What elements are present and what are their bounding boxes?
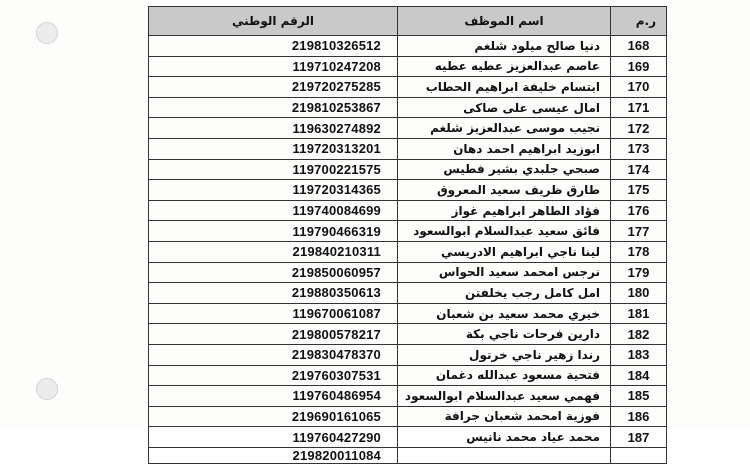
employee-name-cell: ابوزيد ابراهيم احمد دهان (398, 138, 611, 159)
table-row (149, 344, 667, 365)
table-row (149, 97, 667, 118)
table-row (149, 36, 667, 57)
employee-name-cell: امال عيسى على صاكى (398, 97, 611, 118)
national-id-cell: 219880350613 (149, 283, 398, 304)
row-number-cell: 185 (611, 386, 667, 407)
row-number-cell: 175 (611, 180, 667, 201)
employee-name-cell: امل كامل رجب يخلفتن (398, 283, 611, 304)
employee-name-cell: صبحي جلبدي بشير فطيس (398, 159, 611, 180)
employee-name-cell: لينا ناجي ابراهيم الادريسي (398, 241, 611, 262)
row-number-cell: 171 (611, 97, 667, 118)
national-id-cell: 119720313201 (149, 138, 398, 159)
employee-name-cell: نرجس امحمد سعيد الحواس (398, 262, 611, 283)
national-id-cell: 219810326512 (149, 36, 398, 57)
table-row (149, 118, 667, 139)
table-row (149, 200, 667, 221)
employee-name-cell: محمد عياد محمد نانيس (398, 427, 611, 448)
row-number-cell: 180 (611, 283, 667, 304)
employee-name-cell (398, 447, 611, 463)
row-number-cell: 168 (611, 36, 667, 57)
table-row (149, 262, 667, 283)
row-number-cell: 173 (611, 138, 667, 159)
employee-name-cell: دارين فرحات ناجي بكة (398, 324, 611, 345)
row-number-cell (611, 447, 667, 463)
employee-name-cell: عاصم عبدالعزيز عطيه عطيه (398, 56, 611, 77)
table-row (149, 180, 667, 201)
column-header-employee-name: اسم الموظف (398, 7, 611, 36)
national-id-cell: 219690161065 (149, 406, 398, 427)
national-id-cell: 119630274892 (149, 118, 398, 139)
row-number-cell: 172 (611, 118, 667, 139)
table-row (149, 159, 667, 180)
row-number-cell: 174 (611, 159, 667, 180)
column-header-national-id: الرقم الوطني (149, 7, 398, 36)
national-id-cell: 119710247208 (149, 56, 398, 77)
national-id-cell: 119670061087 (149, 303, 398, 324)
employee-name-cell: رندا زهير ناجي خرتول (398, 344, 611, 365)
binder-hole (36, 22, 58, 44)
employee-name-cell: طارق ظريف سعيد المعروق (398, 180, 611, 201)
employee-name-cell: فؤاد الطاهر ابراهيم غواز (398, 200, 611, 221)
table-header-row (149, 7, 667, 36)
table-row (149, 56, 667, 77)
employee-name-cell: خيري محمد سعيد بن شعبان (398, 303, 611, 324)
row-number-cell: 183 (611, 344, 667, 365)
binder-hole (36, 378, 58, 400)
row-number-cell: 176 (611, 200, 667, 221)
national-id-cell: 119760427290 (149, 427, 398, 448)
national-id-cell: 219810253867 (149, 97, 398, 118)
employee-name-cell: فوزية امحمد شعبان جرافة (398, 406, 611, 427)
employee-name-cell: فتحية مسعود عبدالله دغمان (398, 365, 611, 386)
table-row (149, 138, 667, 159)
row-number-cell: 184 (611, 365, 667, 386)
national-id-cell: 219850060957 (149, 262, 398, 283)
table-row (149, 365, 667, 386)
employee-table (148, 6, 667, 464)
national-id-cell: 219840210311 (149, 241, 398, 262)
national-id-cell: 119790466319 (149, 221, 398, 242)
employee-name-cell: ابتسام خليفة ابراهيم الحطاب (398, 77, 611, 98)
table-row (149, 283, 667, 304)
national-id-cell: 219720275285 (149, 77, 398, 98)
row-number-cell: 177 (611, 221, 667, 242)
employee-name-cell: دنيا صالح ميلود شلغم (398, 36, 611, 57)
row-number-cell: 178 (611, 241, 667, 262)
national-id-cell: 119740084699 (149, 200, 398, 221)
national-id-cell: 119760486954 (149, 386, 398, 407)
national-id-cell: 119700221575 (149, 159, 398, 180)
table-row (149, 303, 667, 324)
row-number-cell: 179 (611, 262, 667, 283)
row-number-cell: 169 (611, 56, 667, 77)
national-id-cell: 219820011084 (149, 447, 398, 463)
national-id-cell: 219800578217 (149, 324, 398, 345)
national-id-cell: 119720314365 (149, 180, 398, 201)
national-id-cell: 219830478370 (149, 344, 398, 365)
employee-name-cell: فهمي سعيد عبدالسلام ابوالسعود (398, 386, 611, 407)
table-row (149, 324, 667, 345)
employee-name-cell: فائق سعيد عبدالسلام ابوالسعود (398, 221, 611, 242)
table-row (149, 221, 667, 242)
row-number-cell: 181 (611, 303, 667, 324)
table-row (149, 77, 667, 98)
column-header-row-number: ر.م (611, 7, 667, 36)
row-number-cell: 182 (611, 324, 667, 345)
employee-name-cell: نجيب موسى عبدالعزيز شلغم (398, 118, 611, 139)
table-row (149, 447, 667, 463)
row-number-cell: 170 (611, 77, 667, 98)
table-row (149, 241, 667, 262)
table-row (149, 406, 667, 427)
table-row (149, 427, 667, 448)
table-body (149, 36, 667, 464)
national-id-cell: 219760307531 (149, 365, 398, 386)
row-number-cell: 187 (611, 427, 667, 448)
table-row (149, 386, 667, 407)
row-number-cell: 186 (611, 406, 667, 427)
